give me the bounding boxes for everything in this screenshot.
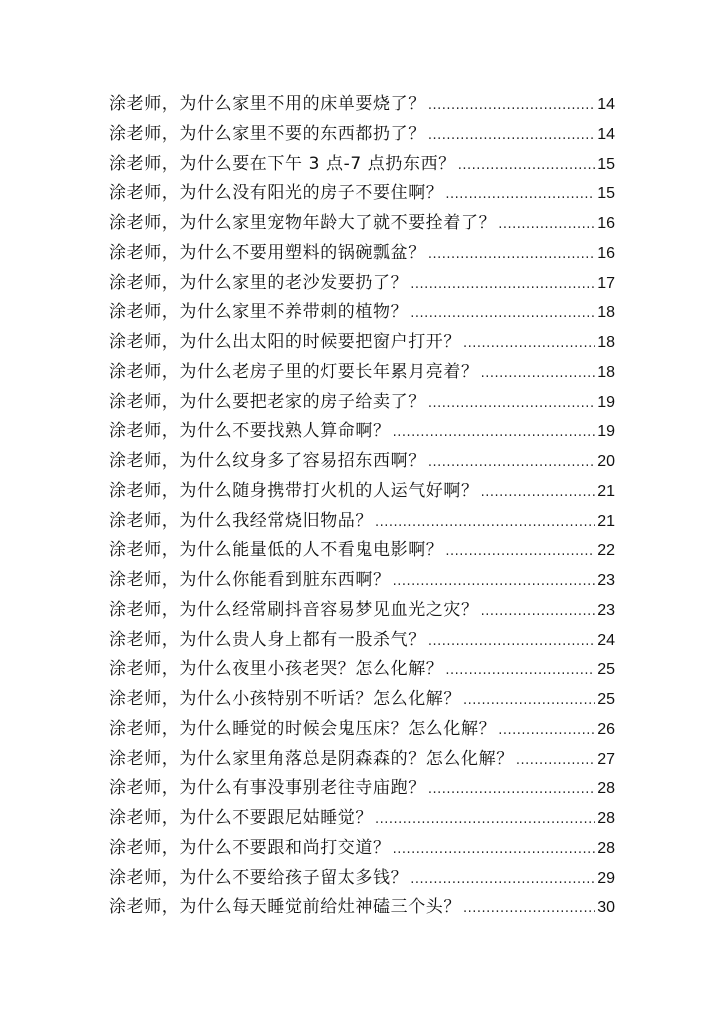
toc-entry-title: 涂老师，为什么没有阳光的房子不要住啊？ [109,183,444,204]
toc-entry-title: 涂老师，为什么要把老家的房子给卖了？ [109,391,426,412]
toc-entry[interactable] [109,269,615,299]
toc-entry[interactable] [109,596,615,626]
toc-page-number: 21 [597,512,615,530]
toc-dot-leader [481,359,596,389]
toc-page-number: 28 [597,839,615,857]
toc-entry-title: 涂老师，为什么小孩特别不听话？怎么化解？ [109,689,461,709]
toc-page-number: 22 [597,542,615,560]
toc-entry[interactable] [109,536,615,566]
toc-entry-title: 涂老师，为什么家里的老沙发要扔了？ [109,272,409,293]
toc-entry[interactable] [109,715,615,745]
toc-dot-leader [498,716,595,746]
table-of-contents [109,90,615,923]
toc-page-number: 23 [597,572,615,589]
toc-entry[interactable] [109,626,615,656]
toc-entry-title: 涂老师，为什么有事没事别老往寺庙跑？ [109,778,426,799]
toc-entry-title: 涂老师，为什么你能看到脏东西啊？ [109,570,391,590]
toc-dot-leader [410,865,595,895]
toc-dot-leader [375,805,595,835]
toc-page-number: 18 [597,304,615,322]
toc-page-number: 19 [597,393,615,411]
toc-entry[interactable] [109,417,615,447]
toc-page-number: 15 [597,155,615,173]
toc-entry[interactable] [109,298,615,328]
toc-page-number: 29 [597,869,615,887]
toc-dot-leader [481,597,596,627]
toc-dot-leader [463,686,595,716]
toc-entry-title: 涂老师，为什么老房子里的灯要长年累月亮着？ [109,361,479,382]
toc-dot-leader [445,537,595,567]
toc-entry-title: 涂老师，为什么家里宠物年龄大了就不要拴着了？ [109,213,497,233]
toc-page-number: 23 [597,601,615,619]
toc-dot-leader [428,389,595,419]
toc-entry-title: 涂老师，为什么不要给孩子留太多钱？ [109,867,409,888]
toc-entry[interactable] [109,120,615,150]
toc-page-number: 15 [597,185,615,203]
toc-page-number: 25 [597,691,615,708]
toc-page-number: 24 [597,631,615,649]
toc-entry-title: 涂老师，为什么出太阳的时候要把窗户打开？ [109,332,461,352]
toc-entry[interactable] [109,566,615,596]
toc-dot-leader [428,775,595,805]
toc-page-number: 17 [597,274,615,292]
toc-entry[interactable] [109,358,615,388]
toc-dot-leader [393,835,596,865]
toc-page-number: 19 [597,423,615,441]
toc-entry-title: 涂老师，为什么家里角落总是阴森森的？怎么化解？ [109,748,514,769]
toc-entry-title: 涂老师，为什么家里不养带刺的植物？ [109,302,409,323]
toc-entry-title: 涂老师，为什么家里不要的东西都扔了？ [109,123,426,144]
toc-entry-title: 涂老师，为什么不要跟尼姑睡觉？ [109,808,373,828]
toc-dot-leader [516,746,595,776]
toc-entry[interactable] [109,893,615,923]
toc-entry[interactable] [109,477,615,507]
toc-dot-leader [463,894,595,924]
toc-page-number: 26 [597,720,615,738]
toc-page-number: 27 [597,750,615,768]
toc-page-number: 30 [597,899,615,917]
toc-entry[interactable] [109,150,615,180]
toc-dot-leader [428,448,595,478]
toc-entry[interactable] [109,804,615,834]
toc-entry[interactable] [109,507,615,537]
toc-dot-leader [410,270,595,300]
toc-entry[interactable] [109,655,615,685]
toc-page-number: 28 [597,780,615,798]
toc-page-number: 14 [597,125,615,143]
toc-dot-leader [428,240,595,270]
toc-entry[interactable] [109,774,615,804]
toc-page-number: 28 [597,810,615,827]
toc-entry-title: 涂老师，为什么经常刷抖音容易梦见血光之灾？ [109,599,479,620]
toc-entry-title: 涂老师，为什么随身携带打火机的人运气好啊？ [109,480,479,501]
toc-entry[interactable] [109,745,615,775]
toc-page-number: 16 [597,244,615,262]
toc-entry[interactable] [109,447,615,477]
toc-entry-title: 涂老师，为什么要在下午 3 点-7 点扔东西？ [109,153,456,174]
toc-page-number: 16 [597,215,615,232]
toc-entry-title: 涂老师，为什么不要跟和尚打交道？ [109,837,391,858]
toc-entry[interactable] [109,864,615,894]
toc-entry-title: 涂老师，为什么我经常烧旧物品？ [109,510,373,531]
toc-page-number: 18 [597,363,615,381]
toc-entry-title: 涂老师，为什么纹身多了容易招东西啊？ [109,451,426,471]
toc-entry[interactable] [109,239,615,269]
toc-dot-leader [445,656,595,686]
toc-entry-title: 涂老师，为什么不要找熟人算命啊？ [109,421,391,442]
toc-dot-leader [410,299,595,329]
toc-entry-title: 涂老师，为什么不要用塑料的锅碗瓢盆？ [109,242,426,263]
toc-entry-title: 涂老师，为什么贵人身上都有一股杀气？ [109,629,426,650]
toc-entry[interactable] [109,209,615,239]
toc-dot-leader [428,121,595,151]
toc-dot-leader [481,478,596,508]
toc-entry[interactable] [109,90,615,120]
toc-dot-leader [428,91,595,121]
toc-page-number: 21 [597,482,615,500]
toc-entry[interactable] [109,685,615,715]
toc-entry-title: 涂老师，为什么家里不用的床单要烧了？ [109,94,426,114]
toc-dot-leader [463,329,595,359]
toc-entry[interactable] [109,388,615,418]
toc-entry[interactable] [109,328,615,358]
toc-page-number: 14 [597,96,615,113]
toc-dot-leader [393,567,596,597]
toc-page-number: 20 [597,453,615,470]
toc-dot-leader [393,418,596,448]
toc-entry[interactable] [109,834,615,864]
toc-entry[interactable] [109,179,615,209]
toc-dot-leader [458,151,595,181]
toc-dot-leader [375,508,595,538]
toc-entry-title: 涂老师，为什么夜里小孩老哭？怎么化解？ [109,659,444,680]
toc-dot-leader [445,180,595,210]
toc-entry-title: 涂老师，为什么每天睡觉前给灶神磕三个头？ [109,897,461,918]
toc-dot-leader [498,210,595,240]
toc-entry-title: 涂老师，为什么能量低的人不看鬼电影啊？ [109,540,444,561]
toc-entry-title: 涂老师，为什么睡觉的时候会鬼压床？怎么化解？ [109,718,497,739]
toc-page-number: 25 [597,661,615,679]
toc-page-number: 18 [597,334,615,351]
toc-dot-leader [428,627,595,657]
